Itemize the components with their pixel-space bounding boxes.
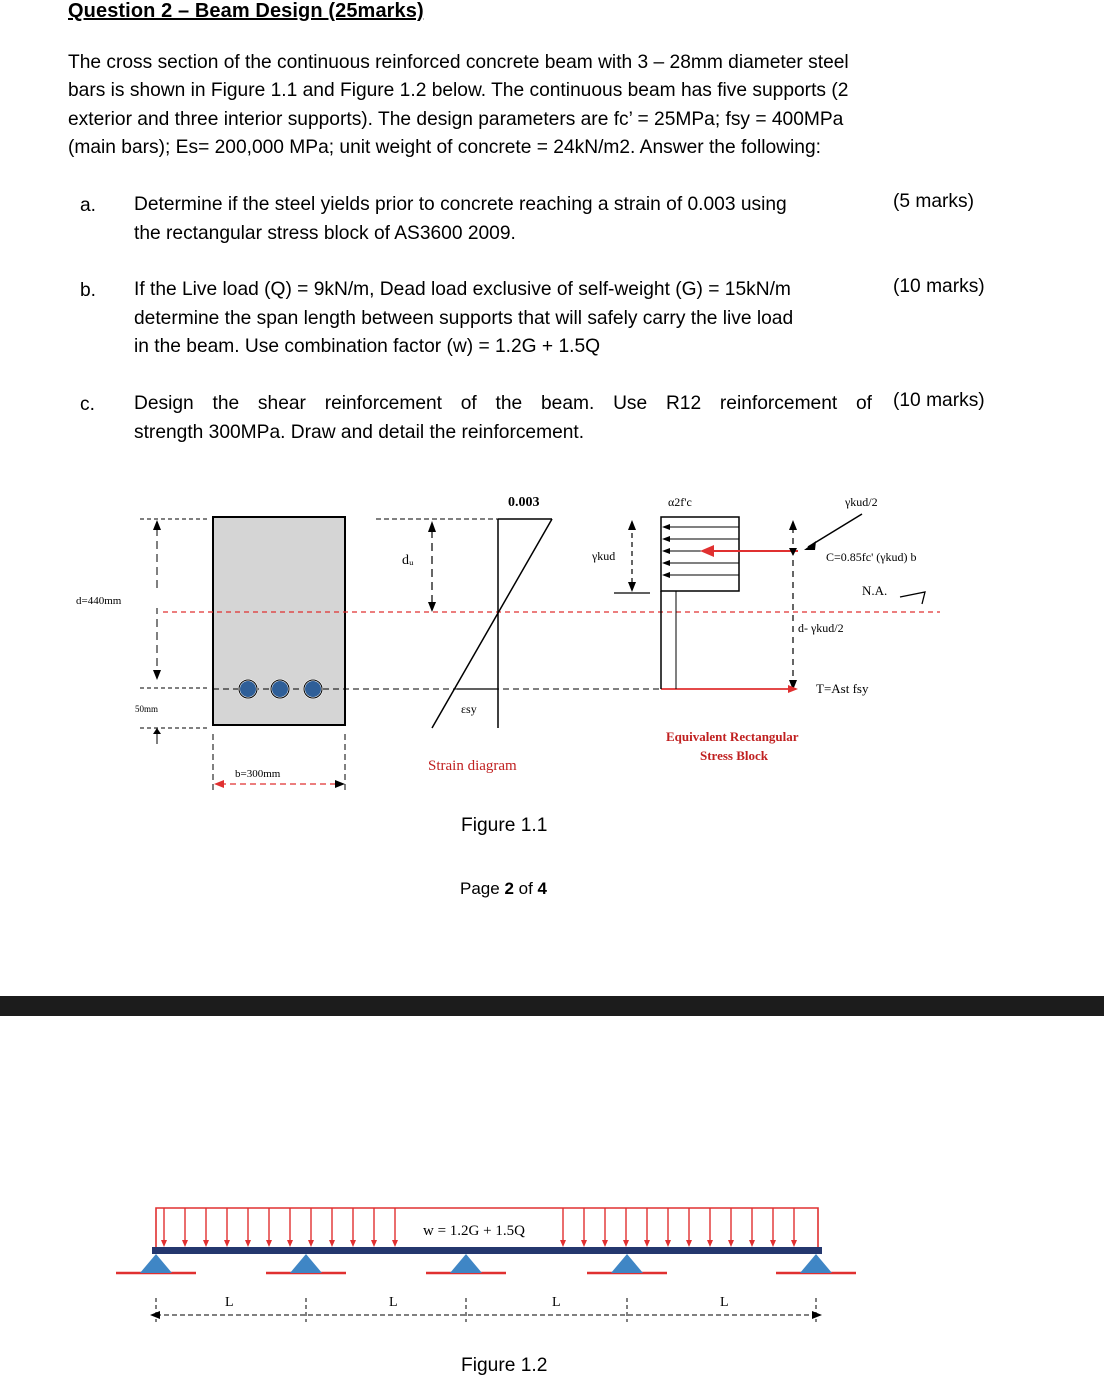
question-c-letter: c. (80, 394, 95, 415)
support-triangle-icon (290, 1254, 322, 1273)
question-line: in the beam. Use combination factor (w) = 1.2G + 1.5Q (134, 336, 601, 357)
arrow-icon (770, 1240, 776, 1247)
intro-line: The cross section of the continuous reinforced concrete beam with 3 – 28mm diameter steel (68, 52, 849, 73)
intro-line: (main bars); Es= 200,000 MPa; unit weight of concrete = 24kN/m2. Answer the following: (68, 137, 821, 159)
stress-block-caption-1: Equivalent Rectangular (666, 729, 799, 744)
neutral-axis-marker-icon (900, 592, 925, 604)
question-line: Determine if the steel yields prior to concrete reaching a strain of 0.003 using (134, 194, 787, 215)
stress-block (661, 517, 739, 591)
compression-arrow-icon (700, 545, 714, 557)
compression-force-label: C=0.85fc' (γkud) b (826, 550, 917, 564)
lever-arm-label: d- γkud/2 (798, 621, 844, 635)
question-heading: Question 2 – Beam Design (25marks) (68, 0, 424, 22)
supports (116, 1254, 856, 1273)
arrow-icon (153, 670, 161, 680)
arrow-icon (308, 1240, 314, 1247)
question-line: the rectangular stress block of AS3600 2009. (134, 222, 516, 244)
page-prefix: Page (460, 879, 505, 898)
question-b-letter: b. (80, 280, 97, 301)
intro-paragraph (68, 49, 968, 163)
steel-strain-label: εsy (461, 702, 477, 716)
page-total: 4 (537, 879, 547, 898)
alpha-label: α2f'c (668, 495, 692, 509)
span-label: L (225, 1295, 234, 1310)
span-label: L (389, 1295, 398, 1310)
neutral-axis-label: N.A. (862, 583, 888, 598)
figure-1-2 (0, 1195, 1104, 1335)
arrow-icon (686, 1240, 692, 1247)
span-label: L (552, 1295, 561, 1310)
page-number (460, 879, 547, 899)
arrow-icon (728, 1240, 734, 1247)
arrow-icon (287, 1240, 293, 1247)
arrow-icon (203, 1240, 209, 1247)
gamma-kud-half-label: γkud/2 (845, 495, 878, 509)
arrow-icon (214, 780, 224, 788)
b-dimension-label: b=300mm (235, 768, 281, 780)
arrow-icon (266, 1240, 272, 1247)
question-c-marks: (10 marks) (893, 390, 985, 411)
arrow-icon (581, 1240, 587, 1247)
rebar-group (239, 680, 322, 698)
question-b-text (134, 276, 879, 362)
strain-diagram-caption: Strain diagram (428, 758, 517, 774)
question-line: If the Live load (Q) = 9kN/m, Dead load exclusive of self-weight (G) = 15kN/m (134, 279, 791, 300)
figure-1-1-caption: Figure 1.1 (461, 815, 548, 836)
page-divider (0, 996, 1104, 1016)
arrow-icon (623, 1240, 629, 1247)
question-c-text (134, 390, 872, 447)
arrow-icon (153, 520, 161, 530)
question-line: Design the shear reinforcement of the beam. Use R12 reinforcement of (134, 393, 872, 414)
arrow-icon (749, 1240, 755, 1247)
arrow-icon (224, 1240, 230, 1247)
arrow-icon (350, 1240, 356, 1247)
question-b-marks: (10 marks) (893, 276, 985, 297)
span-label: L (720, 1295, 729, 1310)
load-label: w = 1.2G + 1.5Q (423, 1223, 525, 1239)
question-a-text (134, 191, 879, 248)
intro-line: bars is shown in Figure 1.1 and Figure 1.2 below. The continuous beam has five supports (2 (68, 80, 849, 102)
gamma-kud-label: γkud (592, 549, 616, 563)
arrow-icon (791, 1240, 797, 1247)
arrow-icon (707, 1240, 713, 1247)
arrow-icon (560, 1240, 566, 1247)
arrow-icon (329, 1240, 335, 1247)
intro-line: exterior and three interior supports). The design parameters are fc’ = 25MPa; fsy = 400MPa (68, 108, 844, 130)
arrow-icon (182, 1240, 188, 1247)
stress-block-caption-2: Stress Block (700, 748, 769, 763)
continuous-beam (152, 1247, 822, 1254)
question-a-marks: (5 marks) (893, 191, 975, 212)
cover-label: 50mm (135, 704, 159, 714)
support-triangle-icon (611, 1254, 643, 1273)
arrow-icon (665, 1240, 671, 1247)
page-of: of (513, 879, 538, 898)
arrow-icon (602, 1240, 608, 1247)
page-current: 2 (504, 879, 514, 898)
du-label: dᵤ (402, 553, 414, 568)
arrow-icon (245, 1240, 251, 1247)
strain-top-label: 0.003 (508, 495, 540, 510)
question-line: determine the span length between supports that will safely carry the live load (134, 307, 794, 329)
support-triangle-icon (800, 1254, 832, 1273)
arrow-icon (371, 1240, 377, 1247)
arrow-icon (644, 1240, 650, 1247)
arrow-icon (161, 1240, 167, 1247)
arrow-icon (392, 1240, 398, 1247)
question-a-letter: a. (80, 195, 97, 216)
d-dimension-label: d=440mm (76, 595, 122, 607)
arrow-icon (335, 780, 345, 788)
support-triangle-icon (140, 1254, 172, 1273)
question-line: strength 300MPa. Draw and detail the reinforcement. (134, 421, 585, 443)
figure-1-2-caption: Figure 1.2 (461, 1355, 548, 1376)
figure-1-1 (0, 470, 1104, 810)
support-triangle-icon (450, 1254, 482, 1273)
tension-force-label: T=Ast fsy (816, 681, 869, 696)
